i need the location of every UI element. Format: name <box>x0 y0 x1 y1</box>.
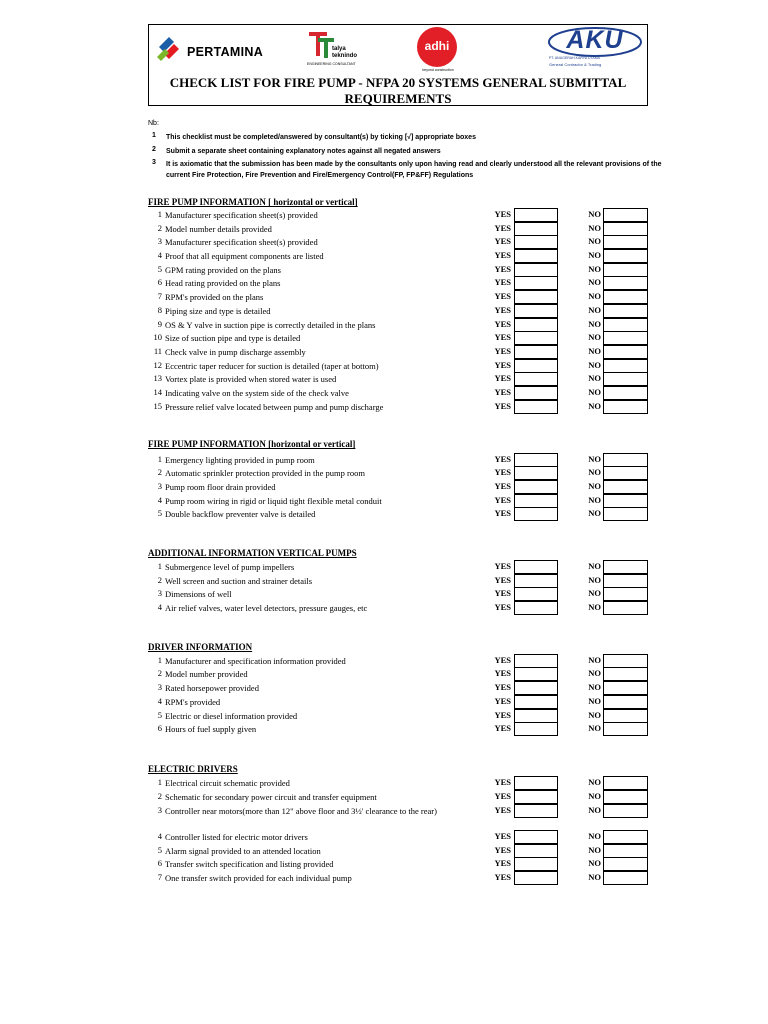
section-title: ADDITIONAL INFORMATION VERTICAL PUMPS <box>148 548 357 558</box>
item-number: 9 <box>157 319 162 329</box>
yes-label: YES <box>494 561 511 571</box>
no-checkbox[interactable] <box>603 304 648 318</box>
yes-label: YES <box>494 277 511 287</box>
item-number: 4 <box>157 250 162 260</box>
no-checkbox[interactable] <box>603 681 648 695</box>
yes-label: YES <box>494 209 511 219</box>
item-number: 5 <box>157 845 162 855</box>
no-checkbox[interactable] <box>603 574 648 588</box>
no-label: NO <box>588 236 601 246</box>
talya-teknindo-logo <box>305 29 375 73</box>
item-text: Emergency lighting provided in pump room <box>165 455 315 465</box>
no-label: NO <box>588 710 601 720</box>
yes-checkbox[interactable] <box>514 722 558 736</box>
no-label: NO <box>588 655 601 665</box>
checklist-row <box>148 575 658 588</box>
checklist-row <box>148 454 658 467</box>
item-number: 5 <box>157 508 162 518</box>
item-number: 2 <box>157 575 162 585</box>
checklist-row <box>148 236 658 249</box>
no-checkbox[interactable] <box>603 480 648 494</box>
no-label: NO <box>588 401 601 411</box>
item-number: 6 <box>157 858 162 868</box>
yes-checkbox[interactable] <box>514 695 558 709</box>
checklist-row <box>148 710 658 723</box>
yes-checkbox[interactable] <box>514 857 558 871</box>
no-label: NO <box>588 588 601 598</box>
yes-checkbox[interactable] <box>514 494 558 508</box>
item-text: Double backflow preventer valve is detailed <box>165 509 316 519</box>
yes-checkbox[interactable] <box>514 208 558 222</box>
no-label: NO <box>588 454 601 464</box>
checklist-row <box>148 401 658 414</box>
item-text: Piping size and type is detailed <box>165 306 271 316</box>
checklist-row <box>148 602 658 615</box>
no-checkbox[interactable] <box>603 804 648 818</box>
yes-checkbox[interactable] <box>514 386 558 400</box>
yes-label: YES <box>494 696 511 706</box>
yes-checkbox[interactable] <box>514 654 558 668</box>
checklist-row <box>148 319 658 332</box>
no-label: NO <box>588 291 601 301</box>
yes-label: YES <box>494 682 511 692</box>
checklist-row <box>148 561 658 574</box>
yes-checkbox[interactable] <box>514 587 558 601</box>
no-checkbox[interactable] <box>603 453 648 467</box>
no-checkbox[interactable] <box>603 709 648 723</box>
title-line-2: REQUIREMENTS <box>344 91 452 106</box>
yes-checkbox[interactable] <box>514 560 558 574</box>
yes-label: YES <box>494 387 511 397</box>
no-checkbox[interactable] <box>603 372 648 386</box>
item-number: 7 <box>157 291 162 301</box>
yes-label: YES <box>494 723 511 733</box>
no-checkbox[interactable] <box>603 494 648 508</box>
item-text: Manufacturer specification sheet(s) provided <box>165 237 318 247</box>
yes-checkbox[interactable] <box>514 222 558 236</box>
yes-checkbox[interactable] <box>514 263 558 277</box>
no-checkbox[interactable] <box>603 235 648 249</box>
yes-checkbox[interactable] <box>514 480 558 494</box>
no-checkbox[interactable] <box>603 345 648 359</box>
no-label: NO <box>588 250 601 260</box>
no-checkbox[interactable] <box>603 560 648 574</box>
checklist-row <box>148 291 658 304</box>
no-label: NO <box>588 858 601 868</box>
no-checkbox[interactable] <box>603 276 648 290</box>
section-title: DRIVER INFORMATION <box>148 642 253 652</box>
item-number: 1 <box>157 454 162 464</box>
yes-checkbox[interactable] <box>514 331 558 345</box>
item-number: 2 <box>157 668 162 678</box>
checklist-row <box>148 387 658 400</box>
item-text: Hours of fuel supply given <box>165 724 257 734</box>
yes-label: YES <box>494 401 511 411</box>
yes-label: YES <box>494 495 511 505</box>
checklist-row <box>148 467 658 480</box>
checklist-row <box>148 223 658 236</box>
no-label: NO <box>588 346 601 356</box>
item-text: RPM's provided <box>165 697 221 707</box>
pertamina-logo <box>155 35 265 67</box>
yes-checkbox[interactable] <box>514 453 558 467</box>
no-label: NO <box>588 481 601 491</box>
yes-label: YES <box>494 575 511 585</box>
item-number: 3 <box>157 236 162 246</box>
yes-checkbox[interactable] <box>514 790 558 804</box>
yes-label: YES <box>494 710 511 720</box>
checklist-row <box>148 668 658 681</box>
no-checkbox[interactable] <box>603 601 648 615</box>
note-text: This checklist must be completed/answered by consultant(s) by ticking [√] appropriate boxes <box>166 134 476 141</box>
yes-label: YES <box>494 236 511 246</box>
no-checkbox[interactable] <box>603 790 648 804</box>
yes-checkbox[interactable] <box>514 574 558 588</box>
item-number: 1 <box>157 561 162 571</box>
item-text: Electric or diesel information provided <box>165 711 298 721</box>
no-label: NO <box>588 831 601 841</box>
yes-checkbox[interactable] <box>514 359 558 373</box>
item-number: 15 <box>153 401 162 411</box>
no-label: NO <box>588 495 601 505</box>
item-number: 2 <box>157 223 162 233</box>
no-label: NO <box>588 777 601 787</box>
no-label: NO <box>588 332 601 342</box>
note-number: 2 <box>152 146 156 153</box>
yes-label: YES <box>494 319 511 329</box>
checklist-row <box>148 845 658 858</box>
item-number: 11 <box>153 346 162 356</box>
item-text: GPM rating provided on the plans <box>165 265 281 275</box>
no-checkbox[interactable] <box>603 857 648 871</box>
section-title: FIRE PUMP INFORMATION [horizontal or vertical] <box>148 439 356 449</box>
no-checkbox[interactable] <box>603 386 648 400</box>
yes-label: YES <box>494 454 511 464</box>
no-checkbox[interactable] <box>603 466 648 480</box>
item-text: Dimensions of well <box>165 589 232 599</box>
no-checkbox[interactable] <box>603 263 648 277</box>
no-checkbox[interactable] <box>603 667 648 681</box>
checklist-row <box>148 264 658 277</box>
item-text: OS & Y valve in suction pipe is correctly detailed in the plans <box>165 320 376 330</box>
item-text: Size of suction pipe and type is detailed <box>165 333 301 343</box>
yes-label: YES <box>494 777 511 787</box>
item-number: 12 <box>153 360 162 370</box>
checklist-row <box>148 277 658 290</box>
no-label: NO <box>588 223 601 233</box>
yes-label: YES <box>494 791 511 801</box>
no-checkbox[interactable] <box>603 222 648 236</box>
section-title: ELECTRIC DRIVERS <box>148 764 238 774</box>
aku-wordmark: AKU <box>566 26 624 54</box>
checklist-row <box>148 209 658 222</box>
pertamina-emblem-icon <box>155 35 185 65</box>
item-text: Pump room floor drain provided <box>165 482 276 492</box>
item-number: 3 <box>157 481 162 491</box>
checklist-row <box>148 508 658 521</box>
yes-label: YES <box>494 602 511 612</box>
no-label: NO <box>588 561 601 571</box>
yes-label: YES <box>494 305 511 315</box>
item-text: Electrical circuit schematic provided <box>165 778 290 788</box>
item-text: Schematic for secondary power circuit and transfer equipment <box>165 792 377 802</box>
item-text: Alarm signal provided to an attended location <box>165 846 321 856</box>
yes-checkbox[interactable] <box>514 400 558 414</box>
item-number: 4 <box>157 495 162 505</box>
no-label: NO <box>588 508 601 518</box>
no-checkbox[interactable] <box>603 776 648 790</box>
yes-checkbox[interactable] <box>514 507 558 521</box>
item-number: 6 <box>157 277 162 287</box>
no-label: NO <box>588 360 601 370</box>
item-number: 1 <box>157 655 162 665</box>
yes-label: YES <box>494 655 511 665</box>
checklist-row <box>148 872 658 885</box>
notes-label: Nb: <box>148 120 159 127</box>
yes-checkbox[interactable] <box>514 466 558 480</box>
yes-checkbox[interactable] <box>514 304 558 318</box>
checklist-row <box>148 723 658 736</box>
no-label: NO <box>588 723 601 733</box>
no-checkbox[interactable] <box>603 695 648 709</box>
item-number: 10 <box>153 332 162 342</box>
checklist-row <box>148 682 658 695</box>
yes-label: YES <box>494 872 511 882</box>
checklist-row <box>148 791 658 804</box>
item-number: 2 <box>157 467 162 477</box>
yes-label: YES <box>494 223 511 233</box>
no-checkbox[interactable] <box>603 871 648 885</box>
yes-checkbox[interactable] <box>514 345 558 359</box>
item-text: Eccentric taper reducer for suction is detailed (taper at bottom) <box>165 361 379 371</box>
checklist-row <box>148 305 658 318</box>
item-text: RPM's provided on the plans <box>165 292 264 302</box>
checklist-row <box>148 831 658 844</box>
note-number: 3 <box>152 159 156 166</box>
aku-logo <box>545 25 645 73</box>
no-checkbox[interactable] <box>603 290 648 304</box>
checklist-row <box>148 360 658 373</box>
item-text: Pump room wiring in rigid or liquid tight flexible metal conduit <box>165 496 382 506</box>
no-checkbox[interactable] <box>603 359 648 373</box>
item-text: Air relief valves, water level detectors, pressure gauges, etc <box>165 603 368 613</box>
yes-checkbox[interactable] <box>514 290 558 304</box>
no-label: NO <box>588 277 601 287</box>
checklist-row <box>148 346 658 359</box>
no-label: NO <box>588 668 601 678</box>
no-checkbox[interactable] <box>603 318 648 332</box>
checklist-row <box>148 696 658 709</box>
no-label: NO <box>588 209 601 219</box>
yes-label: YES <box>494 858 511 868</box>
checklist-row <box>148 250 658 263</box>
yes-checkbox[interactable] <box>514 776 558 790</box>
yes-label: YES <box>494 332 511 342</box>
item-number: 4 <box>157 602 162 612</box>
item-number: 4 <box>157 696 162 706</box>
talya-subtitle: ENGINEERING CONSULTANT <box>307 62 356 66</box>
yes-checkbox[interactable] <box>514 667 558 681</box>
section-title: FIRE PUMP INFORMATION [ horizontal or vertical] <box>148 197 358 207</box>
no-checkbox[interactable] <box>603 587 648 601</box>
item-text: Rated horsepower provided <box>165 683 259 693</box>
item-number: 2 <box>157 791 162 801</box>
checklist-row <box>148 858 658 871</box>
item-number: 3 <box>157 805 162 815</box>
no-checkbox[interactable] <box>603 654 648 668</box>
yes-label: YES <box>494 668 511 678</box>
yes-label: YES <box>494 588 511 598</box>
item-number: 5 <box>157 264 162 274</box>
adhi-wordmark: adhi <box>424 39 450 53</box>
checklist-row <box>148 655 658 668</box>
item-text: Automatic sprinkler protection provided in the pump room <box>165 468 365 478</box>
no-label: NO <box>588 791 601 801</box>
yes-checkbox[interactable] <box>514 601 558 615</box>
yes-checkbox[interactable] <box>514 681 558 695</box>
no-checkbox[interactable] <box>603 722 648 736</box>
checklist-row <box>148 481 658 494</box>
adhi-logo <box>413 27 463 73</box>
item-number: 8 <box>157 305 162 315</box>
item-text: Controller listed for electric motor drivers <box>165 832 308 842</box>
item-number: 5 <box>157 710 162 720</box>
item-number: 7 <box>157 872 162 882</box>
document-header <box>148 24 648 106</box>
yes-label: YES <box>494 805 511 815</box>
no-label: NO <box>588 305 601 315</box>
checklist-row <box>148 805 658 831</box>
yes-label: YES <box>494 831 511 841</box>
no-label: NO <box>588 872 601 882</box>
no-checkbox[interactable] <box>603 208 648 222</box>
yes-label: YES <box>494 508 511 518</box>
no-label: NO <box>588 467 601 477</box>
no-label: NO <box>588 602 601 612</box>
item-number: 1 <box>157 209 162 219</box>
yes-label: YES <box>494 360 511 370</box>
yes-checkbox[interactable] <box>514 235 558 249</box>
no-checkbox[interactable] <box>603 844 648 858</box>
talya-wordmark-2: teknindo <box>332 53 357 59</box>
checklist-row <box>148 332 658 345</box>
item-text: Head rating provided on the plans <box>165 278 281 288</box>
yes-checkbox[interactable] <box>514 709 558 723</box>
item-text: Submergence level of pump impellers <box>165 562 295 572</box>
yes-label: YES <box>494 346 511 356</box>
item-number: 14 <box>153 387 162 397</box>
item-number: 1 <box>157 777 162 787</box>
no-label: NO <box>588 264 601 274</box>
yes-label: YES <box>494 481 511 491</box>
no-checkbox[interactable] <box>603 331 648 345</box>
item-text: Indicating valve on the system side of the check valve <box>165 388 349 398</box>
adhi-tagline: beyond construction <box>422 68 454 72</box>
logo-bar <box>149 25 647 75</box>
aku-tagline: General Contractor & Trading <box>549 62 602 67</box>
no-label: NO <box>588 373 601 383</box>
note-text: Submit a separate sheet containing explanatory notes against all negated answers <box>166 148 441 155</box>
checklist-row <box>148 495 658 508</box>
no-label: NO <box>588 319 601 329</box>
item-number: 3 <box>157 682 162 692</box>
no-checkbox[interactable] <box>603 400 648 414</box>
talya-wordmark-1: talya <box>332 46 346 52</box>
no-checkbox[interactable] <box>603 830 648 844</box>
note-text: It is axiomatic that the submission has been made by the consultants only upon having read and clearly understood all the relevant provisions of the current Fire Protection, Fire Prevention and Fire/Emergency Control(FP, FP&FF) Regulations <box>166 161 662 179</box>
checklist-row <box>148 777 658 790</box>
item-text: Model number details provided <box>165 224 272 234</box>
checklist-row <box>148 588 658 601</box>
pertamina-wordmark: PERTAMINA <box>187 45 264 59</box>
yes-label: YES <box>494 291 511 301</box>
item-text: Manufacturer specification sheet(s) provided <box>165 210 318 220</box>
yes-checkbox[interactable] <box>514 249 558 263</box>
item-text: Transfer switch specification and listing provided <box>165 859 334 869</box>
title-line-1: CHECK LIST FOR FIRE PUMP - NFPA 20 SYSTEMS GENERAL SUBMITTAL <box>169 75 627 90</box>
item-number: 6 <box>157 723 162 733</box>
item-text: One transfer switch provided for each individual pump <box>165 873 352 883</box>
yes-checkbox[interactable] <box>514 844 558 858</box>
yes-checkbox[interactable] <box>514 871 558 885</box>
item-number: 13 <box>153 373 162 383</box>
no-label: NO <box>588 387 601 397</box>
no-label: NO <box>588 696 601 706</box>
no-label: NO <box>588 845 601 855</box>
yes-checkbox[interactable] <box>514 372 558 386</box>
note-number: 1 <box>152 132 156 139</box>
page-title <box>149 75 647 107</box>
item-text: Model number provided <box>165 669 248 679</box>
item-number: 3 <box>157 588 162 598</box>
item-text: Proof that all equipment components are listed <box>165 251 324 261</box>
item-text: Pressure relief valve located between pump and pump discharge <box>165 402 384 412</box>
no-label: NO <box>588 575 601 585</box>
no-checkbox[interactable] <box>603 249 648 263</box>
item-text: Check valve in pump discharge assembly <box>165 347 306 357</box>
checklist-row <box>148 373 658 386</box>
yes-label: YES <box>494 250 511 260</box>
no-checkbox[interactable] <box>603 507 648 521</box>
yes-checkbox[interactable] <box>514 318 558 332</box>
no-label: NO <box>588 805 601 815</box>
yes-label: YES <box>494 264 511 274</box>
yes-label: YES <box>494 467 511 477</box>
aku-company-name: PT. ANUGERAH KARYA UTAMA <box>549 56 600 60</box>
no-label: NO <box>588 682 601 692</box>
yes-checkbox[interactable] <box>514 276 558 290</box>
item-number: 4 <box>157 831 162 841</box>
item-text: Controller near motors(more than 12" above floor and 3½' clearance to the rear) <box>165 806 437 816</box>
item-text: Manufacturer and specification information provided <box>165 656 346 666</box>
yes-checkbox[interactable] <box>514 830 558 844</box>
yes-label: YES <box>494 845 511 855</box>
item-text: Well screen and suction and strainer details <box>165 576 313 586</box>
yes-label: YES <box>494 373 511 383</box>
item-text: Vortex plate is provided when stored water is used <box>165 374 337 384</box>
yes-checkbox[interactable] <box>514 804 558 818</box>
